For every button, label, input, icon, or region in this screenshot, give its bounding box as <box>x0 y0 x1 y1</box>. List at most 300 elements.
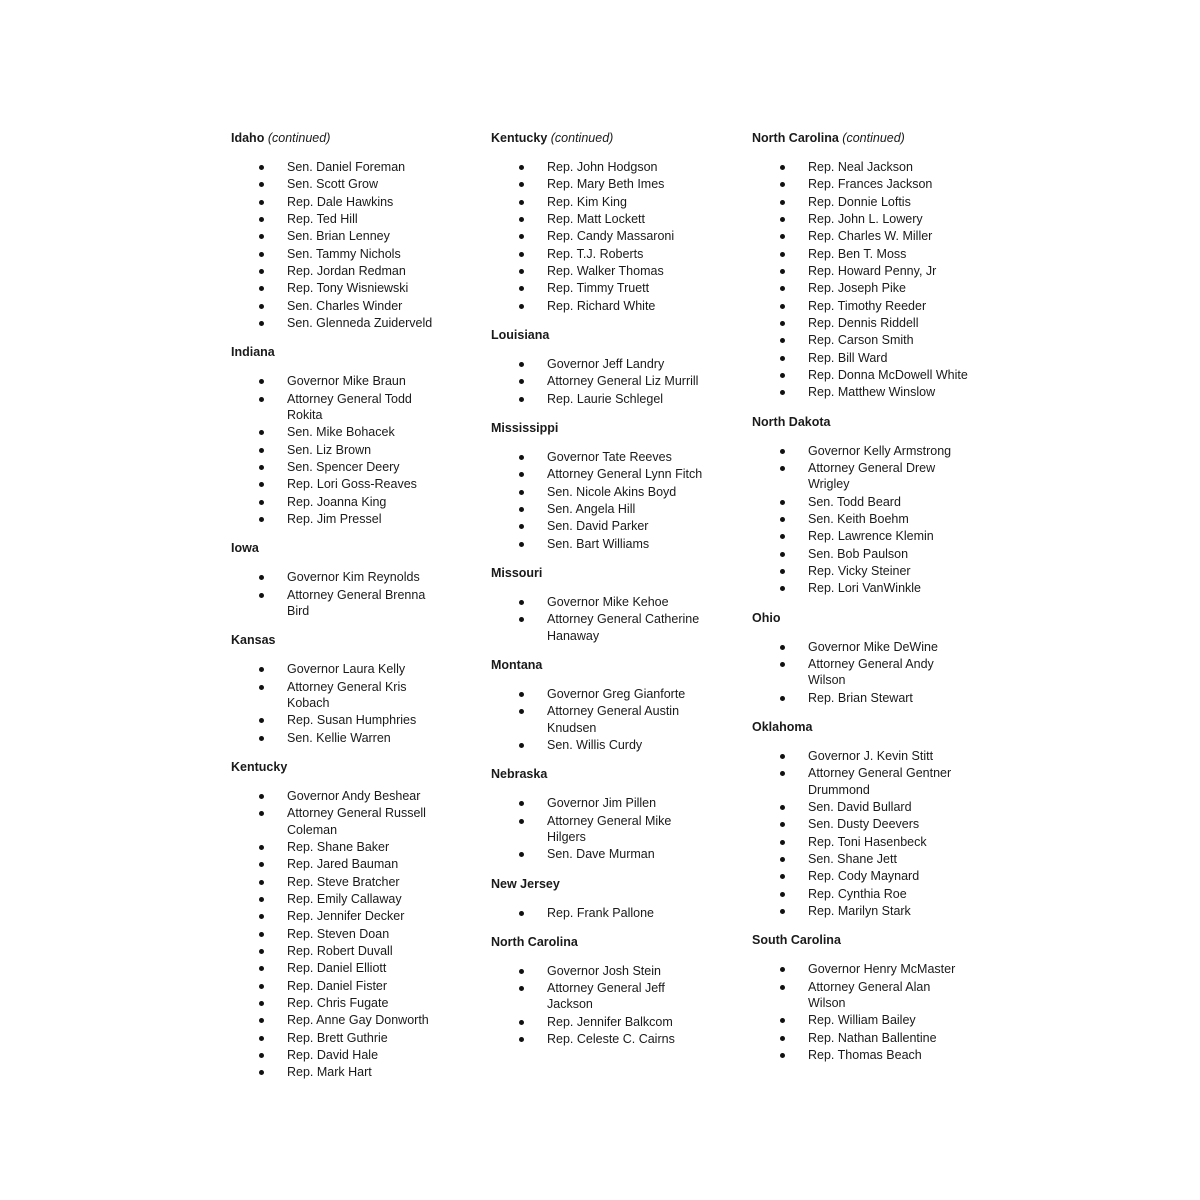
bullet-icon <box>259 397 264 402</box>
official-list-item <box>752 228 968 244</box>
official-list-item <box>231 943 447 959</box>
official-list-item <box>491 905 707 921</box>
official-list-item <box>231 587 447 620</box>
official-list-item <box>752 1012 968 1028</box>
official-list-item <box>231 315 447 331</box>
official-list-item <box>231 263 447 279</box>
bullet-icon <box>259 182 264 187</box>
official-name: Rep. Howard Penny, Jr <box>808 264 937 279</box>
bullet-icon <box>259 575 264 580</box>
bullet-icon <box>780 805 785 810</box>
bullet-icon <box>519 472 524 477</box>
state-heading <box>231 632 446 649</box>
official-list <box>491 594 706 644</box>
state-section-nebraska <box>491 766 706 862</box>
bullet-icon <box>259 500 264 505</box>
official-list-item <box>231 476 447 492</box>
official-list-item <box>752 528 968 544</box>
official-name: Rep. Laurie Schlegel <box>547 391 664 406</box>
bullet-icon <box>259 1070 264 1075</box>
bullet-icon <box>259 718 264 723</box>
state-name: Oklahoma <box>752 720 813 735</box>
state-section-ohio <box>752 610 967 706</box>
official-list-item <box>231 661 447 677</box>
official-name: Rep. Donna McDowell White <box>808 368 968 383</box>
official-list-item <box>231 839 447 855</box>
official-name: Sen. Angela Hill <box>547 502 636 517</box>
official-list-item <box>752 460 968 493</box>
bullet-icon <box>259 1053 264 1058</box>
official-list-item <box>752 748 968 764</box>
bullet-icon <box>259 165 264 170</box>
official-name: Governor Laura Kelly <box>287 662 406 677</box>
state-heading <box>491 876 706 893</box>
bullet-icon <box>780 874 785 879</box>
bullet-icon <box>780 569 785 574</box>
bullet-icon <box>519 819 524 824</box>
state-name: North Carolina <box>752 131 839 145</box>
official-list-item <box>491 611 707 644</box>
official-list-item <box>491 737 707 753</box>
official-name: Sen. Todd Beard <box>808 494 901 509</box>
official-list <box>491 963 706 1048</box>
official-list-item <box>752 246 968 262</box>
official-list <box>491 905 706 921</box>
state-section-mississippi <box>491 420 706 552</box>
official-list-item <box>231 926 447 942</box>
official-name: Attorney General Brenna Bird <box>287 587 426 619</box>
bullet-icon <box>780 1036 785 1041</box>
official-name: Sen. David Bullard <box>808 800 912 815</box>
official-name: Rep. David Hale <box>287 1048 379 1063</box>
state-name: Kentucky <box>491 131 548 145</box>
official-name: Rep. Timothy Reeder <box>808 298 927 313</box>
official-list-item <box>491 813 707 846</box>
official-name: Governor Jeff Landry <box>547 357 665 372</box>
bullet-icon <box>780 165 785 170</box>
official-list-item <box>752 367 968 383</box>
official-name: Governor Henry McMaster <box>808 962 956 977</box>
bullet-icon <box>780 182 785 187</box>
official-name: Governor Josh Stein <box>547 963 661 978</box>
official-name: Sen. Dave Murman <box>547 847 655 862</box>
state-heading <box>231 130 446 147</box>
bullet-icon <box>259 200 264 205</box>
official-list-item <box>491 298 707 314</box>
official-list-item <box>752 690 968 706</box>
official-name: Sen. Daniel Foreman <box>287 160 406 174</box>
official-name: Governor Mike Kehoe <box>547 595 669 610</box>
state-section-louisiana <box>491 327 706 407</box>
official-list <box>752 443 967 597</box>
continued-note: (continued) <box>267 131 331 145</box>
official-list-item <box>231 1064 447 1080</box>
state-heading <box>491 934 706 951</box>
official-list-item <box>752 159 968 175</box>
official-name: Attorney General Kris Kobach <box>287 679 407 710</box>
official-list <box>752 159 967 401</box>
state-section-missouri <box>491 565 706 644</box>
bullet-icon <box>780 269 785 274</box>
official-name: Rep. Donnie Loftis <box>808 194 911 209</box>
state-section-north-dakota <box>752 414 967 597</box>
official-list <box>752 748 967 919</box>
bullet-icon <box>259 252 264 257</box>
official-name: Attorney General Drew Wrigley <box>808 461 936 492</box>
official-list <box>231 569 446 619</box>
bullet-icon <box>259 286 264 291</box>
bullet-icon <box>519 397 524 402</box>
official-list-item <box>231 874 447 890</box>
official-list-item <box>752 211 968 227</box>
bullet-icon <box>259 1001 264 1006</box>
bullet-icon <box>519 252 524 257</box>
official-name: Attorney General Russell Coleman <box>287 806 426 837</box>
official-list <box>491 449 706 552</box>
state-heading <box>231 344 446 361</box>
bullet-icon <box>780 466 785 471</box>
official-name: Rep. Toni Hasenbeck <box>808 834 927 849</box>
official-list-item <box>752 332 968 348</box>
official-list-item <box>491 686 707 702</box>
state-heading <box>491 766 706 783</box>
official-name: Rep. Lori Goss-Reaves <box>287 477 417 492</box>
official-name: Sen. Liz Brown <box>287 442 372 457</box>
official-list-item <box>752 494 968 510</box>
official-name: Rep. John L. Lowery <box>808 212 923 227</box>
official-name: Attorney General Jeff Jackson <box>547 981 665 1012</box>
document-page <box>231 130 971 1100</box>
state-heading <box>752 610 967 627</box>
bullet-icon <box>780 696 785 701</box>
official-list-item <box>491 980 707 1013</box>
official-list-item <box>491 1031 707 1047</box>
bullet-icon <box>780 200 785 205</box>
official-list-item <box>231 459 447 475</box>
official-list-item <box>491 594 707 610</box>
bullet-icon <box>780 552 785 557</box>
official-list <box>231 788 446 1081</box>
official-name: Rep. Chris Fugate <box>287 996 389 1011</box>
bullet-icon <box>780 534 785 539</box>
bullet-icon <box>259 1018 264 1023</box>
official-list-item <box>231 298 447 314</box>
official-list-item <box>231 391 447 424</box>
official-list-item <box>491 703 707 736</box>
official-name: Rep. Ben T. Moss <box>808 246 907 261</box>
bullet-icon <box>519 852 524 857</box>
state-section-indiana <box>231 344 446 527</box>
official-list-item <box>752 194 968 210</box>
official-name: Sen. Keith Boehm <box>808 512 909 527</box>
bullet-icon <box>780 840 785 845</box>
official-list-item <box>231 978 447 994</box>
bullet-icon <box>259 932 264 937</box>
official-name: Rep. Frances Jackson <box>808 177 933 192</box>
state-section-kentucky <box>231 759 446 1081</box>
state-name: Montana <box>491 657 543 672</box>
official-list-item <box>752 765 968 798</box>
bullet-icon <box>519 507 524 512</box>
bullet-icon <box>519 709 524 714</box>
bullet-icon <box>780 321 785 326</box>
official-list-item <box>231 246 447 262</box>
bullet-icon <box>780 985 785 990</box>
bullet-icon <box>519 600 524 605</box>
bullet-icon <box>519 542 524 547</box>
official-name: Attorney General Austin Knudsen <box>547 704 680 735</box>
official-list-item <box>752 315 968 331</box>
official-name: Rep. John Hodgson <box>547 160 658 174</box>
bullet-icon <box>259 845 264 850</box>
official-list-item <box>752 580 968 596</box>
official-list-item <box>231 679 447 712</box>
official-list-item <box>231 424 447 440</box>
official-name: Rep. Dale Hawkins <box>287 194 394 209</box>
official-list-item <box>231 788 447 804</box>
official-name: Rep. Emily Callaway <box>287 891 402 906</box>
official-name: Governor Jim Pillen <box>547 796 657 811</box>
official-name: Rep. Steven Doan <box>287 926 390 941</box>
official-list-item <box>752 656 968 689</box>
official-list-item <box>752 263 968 279</box>
bullet-icon <box>259 880 264 885</box>
official-name: Sen. Bob Paulson <box>808 546 909 561</box>
continued-note: (continued) <box>550 131 614 145</box>
bullet-icon <box>259 465 264 470</box>
bullet-icon <box>259 448 264 453</box>
bullet-icon <box>780 771 785 776</box>
official-name: Rep. Anne Gay Donworth <box>287 1013 429 1028</box>
official-list-item <box>491 484 707 500</box>
state-name: New Jersey <box>491 876 560 891</box>
state-section-south-carolina <box>752 932 967 1063</box>
state-name: Indiana <box>231 345 275 360</box>
bullet-icon <box>519 269 524 274</box>
official-list-item <box>752 979 968 1012</box>
state-heading <box>752 414 967 431</box>
bullet-icon <box>780 217 785 222</box>
bullet-icon <box>259 430 264 435</box>
bullet-icon <box>780 892 785 897</box>
official-name: Rep. Joanna King <box>287 494 387 509</box>
bullet-icon <box>519 362 524 367</box>
bullet-icon <box>780 586 785 591</box>
official-name: Rep. Mark Hart <box>287 1065 372 1080</box>
official-list <box>231 159 446 331</box>
official-list-item <box>231 1030 447 1046</box>
official-list-item <box>491 211 707 227</box>
official-list-item <box>491 194 707 210</box>
official-name: Rep. Charles W. Miller <box>808 229 933 244</box>
continued-note: (continued) <box>842 131 905 145</box>
official-name: Rep. Matt Lockett <box>547 212 645 227</box>
official-name: Governor Tate Reeves <box>547 450 672 465</box>
official-list-item <box>752 903 968 919</box>
official-name: Rep. Brian Stewart <box>808 690 913 705</box>
official-list-item <box>752 563 968 579</box>
bullet-icon <box>259 897 264 902</box>
official-list <box>752 961 967 1063</box>
state-section-north-carolina <box>752 130 967 401</box>
official-list-item <box>231 712 447 728</box>
bullet-icon <box>259 736 264 741</box>
state-name: Iowa <box>231 541 259 556</box>
bullet-icon <box>259 966 264 971</box>
bullet-icon <box>259 269 264 274</box>
bullet-icon <box>519 969 524 974</box>
bullet-icon <box>519 617 524 622</box>
official-name: Rep. T.J. Roberts <box>547 246 644 261</box>
state-name: Kentucky <box>231 759 288 774</box>
official-list-item <box>752 511 968 527</box>
bullet-icon <box>259 685 264 690</box>
bullet-icon <box>519 692 524 697</box>
bullet-icon <box>780 286 785 291</box>
official-list-item <box>491 466 707 482</box>
official-list-item <box>752 799 968 815</box>
bullet-icon <box>519 1020 524 1025</box>
bullet-icon <box>259 304 264 309</box>
official-list-item <box>491 536 707 552</box>
official-list-item <box>752 1047 968 1063</box>
bullet-icon <box>780 967 785 972</box>
official-list-item <box>231 228 447 244</box>
official-name: Rep. Robert Duvall <box>287 944 393 958</box>
state-name: Kansas <box>231 633 276 648</box>
state-heading <box>491 130 706 147</box>
official-name: Sen. David Parker <box>547 519 649 534</box>
official-list <box>752 639 967 706</box>
official-name: Rep. Marilyn Stark <box>808 904 911 919</box>
bullet-icon <box>780 909 785 914</box>
official-list <box>491 159 706 314</box>
official-list-item <box>231 908 447 924</box>
official-list <box>491 356 706 407</box>
official-name: Rep. Jennifer Decker <box>287 909 405 924</box>
column-1 <box>231 130 446 1082</box>
official-list-item <box>231 960 447 976</box>
bullet-icon <box>780 338 785 343</box>
official-name: Rep. Bill Ward <box>808 350 888 365</box>
official-name: Attorney General Catherine Hanaway <box>547 612 700 643</box>
official-list-item <box>231 176 447 192</box>
state-section-kentucky <box>491 130 706 314</box>
official-name: Rep. Thomas Beach <box>808 1048 922 1063</box>
state-heading <box>231 759 446 776</box>
state-section-north-carolina <box>491 934 706 1048</box>
official-name: Rep. Daniel Fister <box>287 978 388 993</box>
bullet-icon <box>259 667 264 672</box>
official-list-item <box>231 1012 447 1028</box>
bullet-icon <box>519 165 524 170</box>
official-name: Rep. Cody Maynard <box>808 869 920 884</box>
official-list-item <box>491 373 707 389</box>
official-name: Rep. Kim King <box>547 194 627 209</box>
official-list-item <box>752 816 968 832</box>
official-list-item <box>231 805 447 838</box>
official-name: Rep. Jordan Redman <box>287 264 406 279</box>
bullet-icon <box>259 811 264 816</box>
bullet-icon <box>519 911 524 916</box>
official-list-item <box>231 891 447 907</box>
state-name: Louisiana <box>491 328 550 343</box>
official-name: Rep. Celeste C. Cairns <box>547 1032 675 1047</box>
state-heading <box>491 565 706 582</box>
bullet-icon <box>780 645 785 650</box>
official-name: Sen. Spencer Deery <box>287 460 400 475</box>
official-name: Rep. Cynthia Roe <box>808 886 907 901</box>
official-list <box>231 661 446 746</box>
official-list-item <box>752 961 968 977</box>
bullet-icon <box>780 304 785 309</box>
official-name: Rep. Carson Smith <box>808 333 914 348</box>
official-name: Rep. Dennis Riddell <box>808 316 919 331</box>
official-list-item <box>752 1030 968 1046</box>
official-name: Sen. Bart Williams <box>547 536 650 551</box>
state-name: Nebraska <box>491 767 548 782</box>
bullet-icon <box>519 1037 524 1042</box>
bullet-icon <box>519 182 524 187</box>
official-name: Rep. Jim Pressel <box>287 512 382 527</box>
state-section-new-jersey <box>491 876 706 921</box>
bullet-icon <box>519 743 524 748</box>
bullet-icon <box>519 524 524 529</box>
official-list-item <box>752 851 968 867</box>
official-name: Rep. Jared Bauman <box>287 857 399 872</box>
bullet-icon <box>519 379 524 384</box>
official-name: Sen. Scott Grow <box>287 177 379 192</box>
official-name: Rep. William Bailey <box>808 1013 916 1028</box>
state-heading <box>491 327 706 344</box>
official-name: Rep. Ted Hill <box>287 212 358 227</box>
official-list <box>491 686 706 753</box>
official-name: Rep. Jennifer Balkcom <box>547 1014 673 1029</box>
bullet-icon <box>519 455 524 460</box>
official-name: Attorney General Lynn Fitch <box>547 467 703 482</box>
state-section-iowa <box>231 540 446 619</box>
official-list-item <box>231 280 447 296</box>
official-name: Sen. Kellie Warren <box>287 730 391 745</box>
official-list-item <box>491 246 707 262</box>
state-name: Missouri <box>491 566 543 581</box>
state-heading <box>491 420 706 437</box>
official-name: Governor Kim Reynolds <box>287 570 420 585</box>
official-list <box>231 373 446 527</box>
bullet-icon <box>519 801 524 806</box>
bullet-icon <box>519 304 524 309</box>
bullet-icon <box>780 662 785 667</box>
bullet-icon <box>519 234 524 239</box>
bullet-icon <box>780 356 785 361</box>
official-list-item <box>231 1047 447 1063</box>
column-3 <box>752 130 967 1064</box>
bullet-icon <box>780 517 785 522</box>
official-name: Sen. Nicole Akins Boyd <box>547 484 677 499</box>
official-name: Rep. Steve Bratcher <box>287 874 400 889</box>
official-list-item <box>231 194 447 210</box>
state-section-idaho <box>231 130 446 331</box>
official-list-item <box>491 159 707 175</box>
official-list-item <box>752 443 968 459</box>
official-name: Sen. Charles Winder <box>287 298 403 313</box>
official-list-item <box>491 228 707 244</box>
bullet-icon <box>780 234 785 239</box>
official-name: Sen. Shane Jett <box>808 852 897 867</box>
bullet-icon <box>259 217 264 222</box>
official-name: Rep. Candy Massaroni <box>547 229 675 244</box>
bullet-icon <box>780 857 785 862</box>
